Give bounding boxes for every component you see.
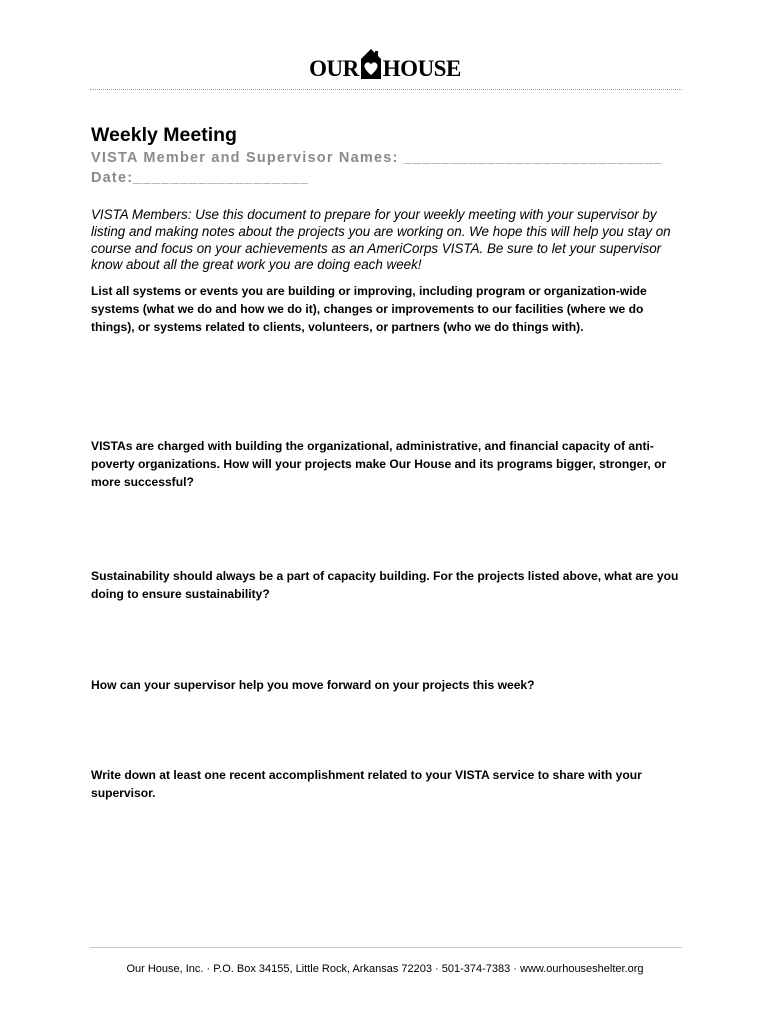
footer-divider: [90, 947, 682, 948]
page-title: Weekly Meeting: [91, 124, 237, 146]
question-accomplishment: Write down at least one recent accomplishment related to your VISTA service to share with your supervisor.: [91, 768, 642, 801]
header-divider: [90, 89, 682, 90]
question-sustainability: Sustainability should always be a part of capacity building. For the projects listed above, what are you doing to ensure sustainability?: [91, 569, 679, 602]
question-systems: List all systems or events you are building or improving, including program or organization-wide systems (what we do and how we do it), changes or improvements to our facilities (where we do things), or systems related to clients, volunteers, or partners (who we do things with).: [91, 284, 647, 335]
logo-text-our: OUR: [309, 56, 359, 81]
logo-text-house: HOUSE: [382, 56, 461, 81]
question-supervisor-help: How can your supervisor help you move forward on your projects this week?: [91, 678, 535, 692]
intro-paragraph: VISTA Members: Use this document to prepare for your weekly meeting with your supervisor by listing and making notes about the projects you are working on. We hope this will help you stay on course and focus on your achievements as an AmeriCorps VISTA. Be sure to let your supervisor know about all the great work you are doing each week!: [91, 207, 671, 273]
question-capacity: VISTAs are charged with building the organizational, administrative, and financial capacity of anti-poverty organizations. How will your projects make Our House and its programs bigger, stronger, or more successful?: [91, 439, 667, 490]
house-heart-icon: [360, 48, 382, 80]
footer-contact: Our House, Inc. · P.O. Box 34155, Little Rock, Arkansas 72203 · 501-374-7383 · www.ourhouseshelter.org: [126, 963, 644, 975]
date-field-line: Date:___________________: [91, 170, 310, 186]
our-house-logo: [0, 44, 770, 84]
names-field-line: VISTA Member and Supervisor Names: ____________________________: [91, 150, 664, 166]
